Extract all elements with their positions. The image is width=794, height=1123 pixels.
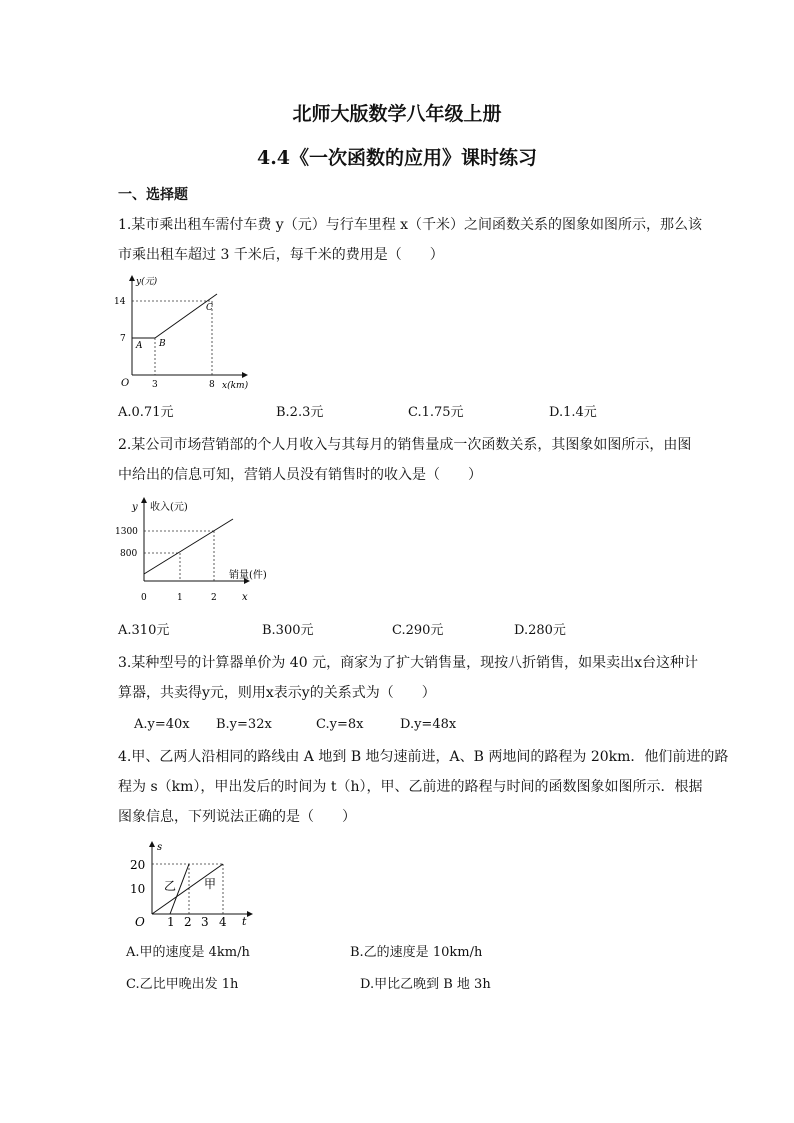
x-tick-2: 2 [211,593,217,603]
section-heading: 一、选择题 [118,187,188,203]
y-axis-label: 收入(元) [150,502,188,513]
origin-label: O [121,378,130,389]
question-3-line-1: 3.某种型号的计算器单价为 40 元，商家为了扩大销售量，现按八折销售，如果卖出x台这种计 [118,655,698,671]
x-axis-var: x [242,592,248,603]
q4-option-c[interactable]: C.乙比甲晚出发 1h [126,977,239,992]
y-tick-14: 14 [114,297,126,307]
x-tick-0: 0 [141,593,147,603]
y-tick-800: 800 [120,549,138,559]
q2-option-c[interactable]: C.290元 [392,623,444,638]
label-yi: 乙 [164,879,177,893]
q4-option-b[interactable]: B.乙的速度是 10km/h [350,945,483,960]
question-2-line-2: 中给出的信息可知，营销人员没有销售时的收入是（ ） [118,467,482,483]
q1-option-a[interactable]: A.0.71元 [118,405,174,420]
question-4-line-2: 程为 s（km），甲出发后的时间为 t（h），甲、乙前进的路程与时间的函数图象如图所示．根据 [118,779,703,795]
q3-option-a[interactable]: A.y=40x [134,717,190,732]
y-axis-var: s [157,842,163,853]
q2-option-b[interactable]: B.300元 [262,623,314,638]
question-4-graph [120,838,258,930]
x-tick-4: 4 [219,915,227,929]
y-tick-1300: 1300 [115,527,138,537]
x-axis-var: t [242,915,247,928]
question-1-line-2: 市乘出租车超过 3 千米后，每千米的费用是（ ） [118,247,444,263]
question-4-line-3: 图象信息，下列说法正确的是（ ） [118,809,356,825]
label-jia: 甲 [204,877,217,891]
question-4-line-1: 4.甲、乙两人沿相同的路线由 A 地到 B 地匀速前进，A、B 两地间的路程为 20km．他们前进的路 [118,749,729,765]
point-a-label: A [136,341,143,351]
y-tick-7: 7 [120,334,126,344]
origin-label: O [135,915,145,929]
q2-option-d[interactable]: D.280元 [514,623,566,638]
x-tick-8: 8 [209,380,215,390]
q3-option-c[interactable]: C.y=8x [316,717,364,732]
x-tick-2: 2 [184,915,192,929]
question-2-graph [112,494,267,606]
q2-option-a[interactable]: A.310元 [118,623,170,638]
y-axis-label: y(元) [136,277,158,287]
page-subtitle: 4.4《一次函数的应用》课时练习 [256,147,538,169]
graph-line [144,519,233,574]
q1-option-c[interactable]: C.1.75元 [408,405,464,420]
x-tick-3: 3 [201,915,209,929]
q3-option-d[interactable]: D.y=48x [400,717,457,732]
page-title: 北师大版数学八年级上册 [292,103,502,125]
point-c-label: C [206,303,213,313]
y-tick-20: 20 [130,858,146,872]
x-axis-label: x(km) [222,381,249,391]
q1-option-d[interactable]: D.1.4元 [549,405,597,420]
question-2-line-1: 2.某公司市场营销部的个人月收入与其每月的销售量成一次函数关系，其图象如图所示，由图 [118,437,692,453]
y-tick-10: 10 [130,882,146,896]
question-1-graph [112,272,257,394]
q4-option-a[interactable]: A.甲的速度是 4km/h [126,945,250,960]
q1-option-b[interactable]: B.2.3元 [276,405,324,420]
x-tick-1: 1 [167,915,175,929]
q4-option-d[interactable]: D.甲比乙晚到 B 地 3h [360,977,491,992]
question-1-line-1: 1.某市乘出租车需付车费 y（元）与行车里程 x（千米）之间函数关系的图象如图所示，那么该 [118,217,703,233]
q3-option-b[interactable]: B.y=32x [216,717,272,732]
question-3-line-2: 算器，共卖得y元，则用x表示y的关系式为（ ） [118,685,436,701]
x-tick-3: 3 [152,380,158,390]
x-axis-label: 销量(件) [229,570,267,581]
y-axis-var: y [132,502,138,513]
x-tick-1: 1 [177,593,183,603]
point-b-label: B [159,339,166,349]
